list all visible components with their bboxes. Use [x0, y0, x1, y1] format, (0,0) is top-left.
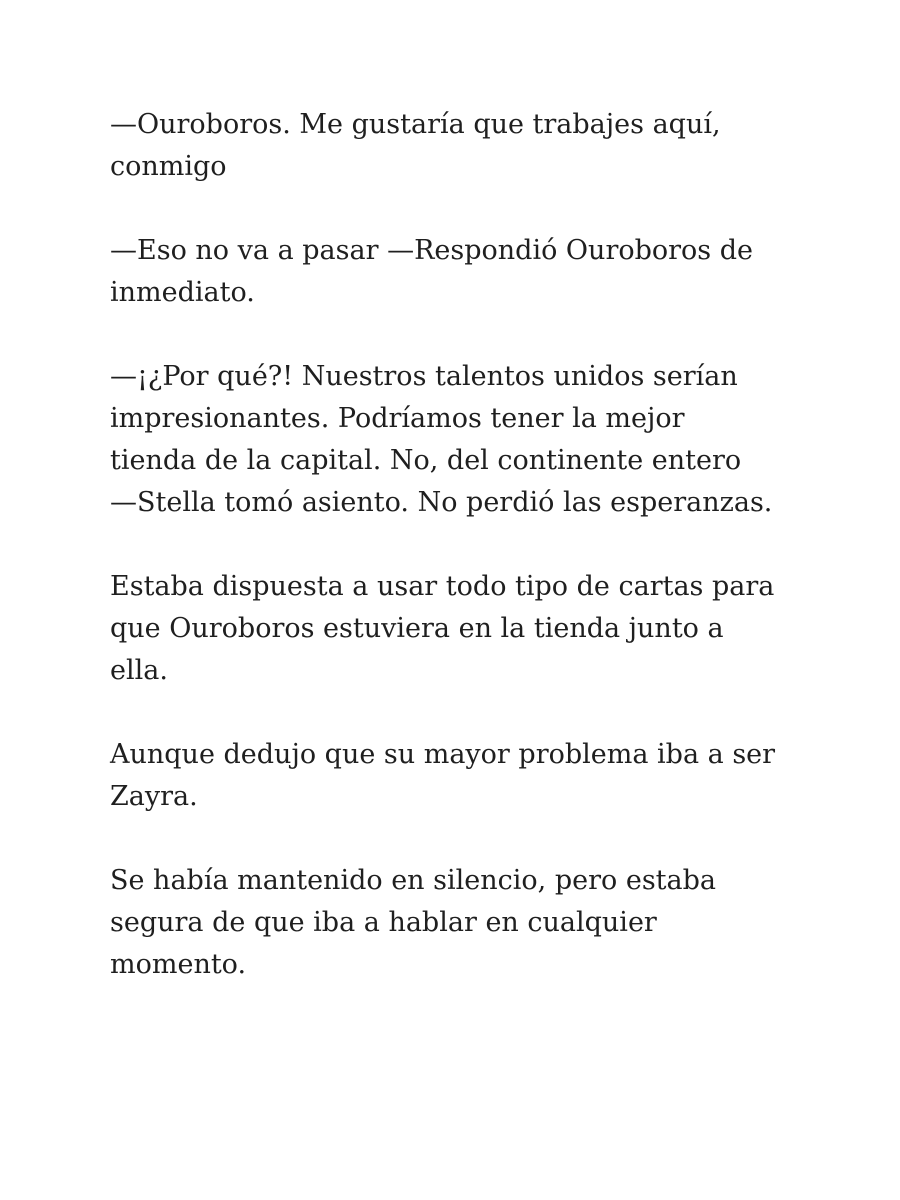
- paragraph-4: [110, 566, 810, 692]
- text-line: tienda de la capital. No, del continente entero: [110, 445, 742, 476]
- text-line: inmediato.: [110, 277, 255, 308]
- document-page: [110, 104, 810, 986]
- text-line: —Eso no va a pasar —Respondió Ouroboros de: [110, 235, 754, 266]
- text-line: Aunque dedujo que su mayor problema iba a ser: [110, 739, 776, 770]
- text-line: impresionantes. Podríamos tener la mejor: [110, 403, 685, 434]
- text-line: —¡¿Por qué?! Nuestros talentos unidos serían: [110, 361, 738, 392]
- text-line: —Ouroboros. Me gustaría que trabajes aquí,: [110, 109, 721, 140]
- text-line: Zayra.: [110, 781, 198, 812]
- text-line: ella.: [110, 655, 168, 686]
- text-line: conmigo: [110, 151, 227, 182]
- text-line: que Ouroboros estuviera en la tienda junto a: [110, 613, 724, 644]
- text-line: —Stella tomó asiento. No perdió las esperanzas.: [110, 487, 773, 518]
- paragraph-6: [110, 860, 810, 986]
- paragraph-3: [110, 356, 810, 524]
- text-line: momento.: [110, 949, 247, 980]
- paragraph-1: [110, 104, 810, 188]
- text-line: segura de que iba a hablar en cualquier: [110, 907, 657, 938]
- paragraph-2: [110, 230, 810, 314]
- text-line: Se había mantenido en silencio, pero estaba: [110, 865, 716, 896]
- paragraph-5: [110, 734, 810, 818]
- text-line: Estaba dispuesta a usar todo tipo de cartas para: [110, 571, 775, 602]
